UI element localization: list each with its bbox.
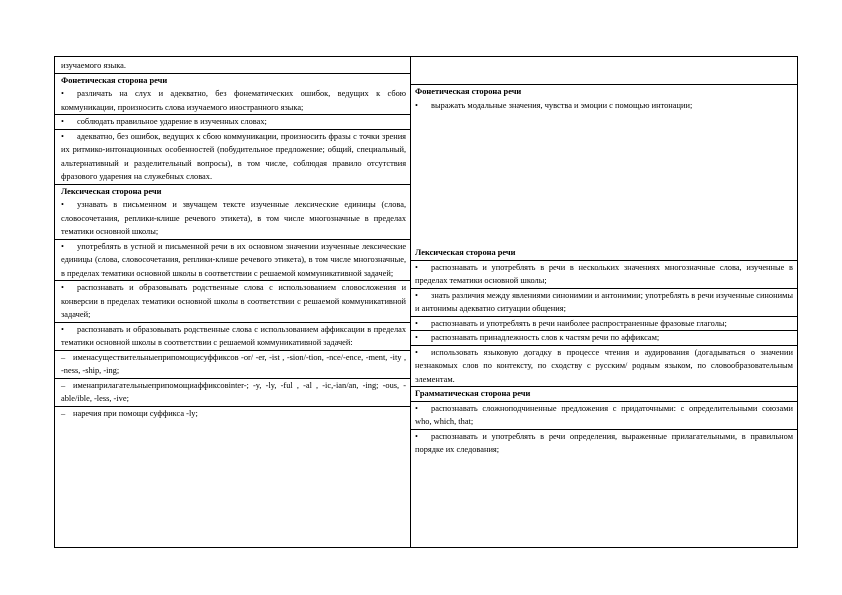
- list-item: • распознавать и употреблять в речи наиболее распространенные фразовые глаголы;: [415, 317, 793, 331]
- intro-line: изучаемого языка.: [61, 61, 126, 70]
- left-column: [55, 57, 411, 547]
- right-grammar-heading: Грамматическая сторона речи: [415, 389, 531, 398]
- bullet-icon: •: [61, 324, 64, 334]
- list-item: • знать различия между явлениями синонимии и антонимии; употреблять в речи изученные синонимы и антонимы адекватно ситуации общения;: [415, 290, 793, 313]
- list-item: • распознавать сложноподчиненные предложения с придаточными: с определительными союзами who, which, that;: [415, 403, 793, 426]
- bullet-icon: •: [415, 347, 418, 357]
- dash-icon: –: [61, 380, 66, 390]
- right-lexical-heading: Лексическая сторона речи: [415, 248, 516, 257]
- list-item: • распознавать и употреблять в речи в нескольких значениях многозначные слова, изученные в пределах тематики основной школы;: [415, 262, 793, 285]
- list-item: – именаприлагательныеприпомощиаффиксовinter-; -y, -ly, -ful , -al , -ic,-ian/an, -ing; -ous, -able/ible, -less, -ive;: [61, 380, 407, 403]
- list-item: • использовать языковую догадку в процессе чтения и аудирования (догадываться о значении незнакомых слов по контексту, по сходству с русским/ родным языком, по словообразовательным элементам.: [415, 347, 793, 384]
- list-item: • соблюдать правильное ударение в изученных словах;: [61, 115, 406, 129]
- left-lexical-heading: Лексическая сторона речи: [61, 186, 162, 196]
- list-item: – наречия при помощи суффикса -ly;: [61, 407, 406, 421]
- list-item: • различать на слух и адекватно, без фонематических ошибок, ведущих к сбою коммуникации, произносить слова изучаемого иностранного языка;: [61, 89, 407, 112]
- list-item: – именасуществительныеприпомощисуффиксов -or/ -er, -ist , -sion/-tion, -nce/-ence, -ment, -ity , -ness, -ship, -ing;: [61, 352, 407, 375]
- list-item: • распознавать и употреблять в речи определения, выраженные прилагательными, в правильном порядке их следования;: [415, 431, 793, 454]
- standards-table: [54, 56, 798, 548]
- list-item: • распознавать и образовывать родственные слова с использованием словосложения и конверсии в пределах тематики основной школы в соответствии с решаемой коммуникативной задачей;: [61, 283, 407, 319]
- bullet-icon: •: [415, 100, 418, 110]
- bullet-icon: •: [61, 200, 64, 209]
- list-item: • адекватно, без ошибок, ведущих к сбою коммуникации, произносить фразы с точки зрения их ритмико-интонационных особенностей (побудительное предложение; общий, специальный, альтернативный и разделительный вопросы), в том числе, соблюдая правило отсутствия фразового ударения на служебных словах.: [61, 131, 407, 181]
- bullet-icon: •: [61, 89, 64, 98]
- bullet-icon: •: [61, 117, 64, 126]
- bullet-icon: •: [415, 262, 418, 272]
- list-item: • выражать модальные значения, чувства и эмоции с помощью интонации;: [415, 99, 793, 113]
- right-column: [411, 57, 797, 547]
- bullet-icon: •: [415, 318, 418, 328]
- list-item: • распознавать и образовывать родственные слова с использованием аффиксации в пределах тематики основной школы в соответствии с решаемой коммуникативной задачей:: [61, 324, 407, 347]
- dash-icon: –: [61, 352, 66, 362]
- bullet-icon: •: [61, 241, 64, 251]
- bullet-icon: •: [415, 431, 418, 441]
- bullet-icon: •: [61, 131, 64, 141]
- list-item: • распознавать принадлежность слов к частям речи по аффиксам;: [415, 331, 793, 345]
- list-item: • узнавать в письменном и звучащем тексте изученные лексические единицы (слова, словосочетания, реплики-клише речевого этикета), в том числе многозначные в пределах тематики основной школы;: [61, 200, 407, 236]
- list-item: • употреблять в устной и письменной речи в их основном значении изученные лексические единицы (слова, словосочетания, реплики-клише речевого этикета), в том числе многозначные, в пределах тематики основной школы в соответствии с решаемой коммуникативной задачей;: [61, 241, 407, 278]
- bullet-icon: •: [415, 333, 418, 342]
- dash-icon: –: [61, 408, 66, 418]
- right-phonetic-heading: Фонетическая сторона речи: [415, 87, 522, 96]
- bullet-icon: •: [61, 283, 64, 292]
- bullet-icon: •: [415, 403, 418, 413]
- bullet-icon: •: [415, 290, 418, 300]
- left-phonetic-heading: Фонетическая сторона речи: [61, 75, 168, 85]
